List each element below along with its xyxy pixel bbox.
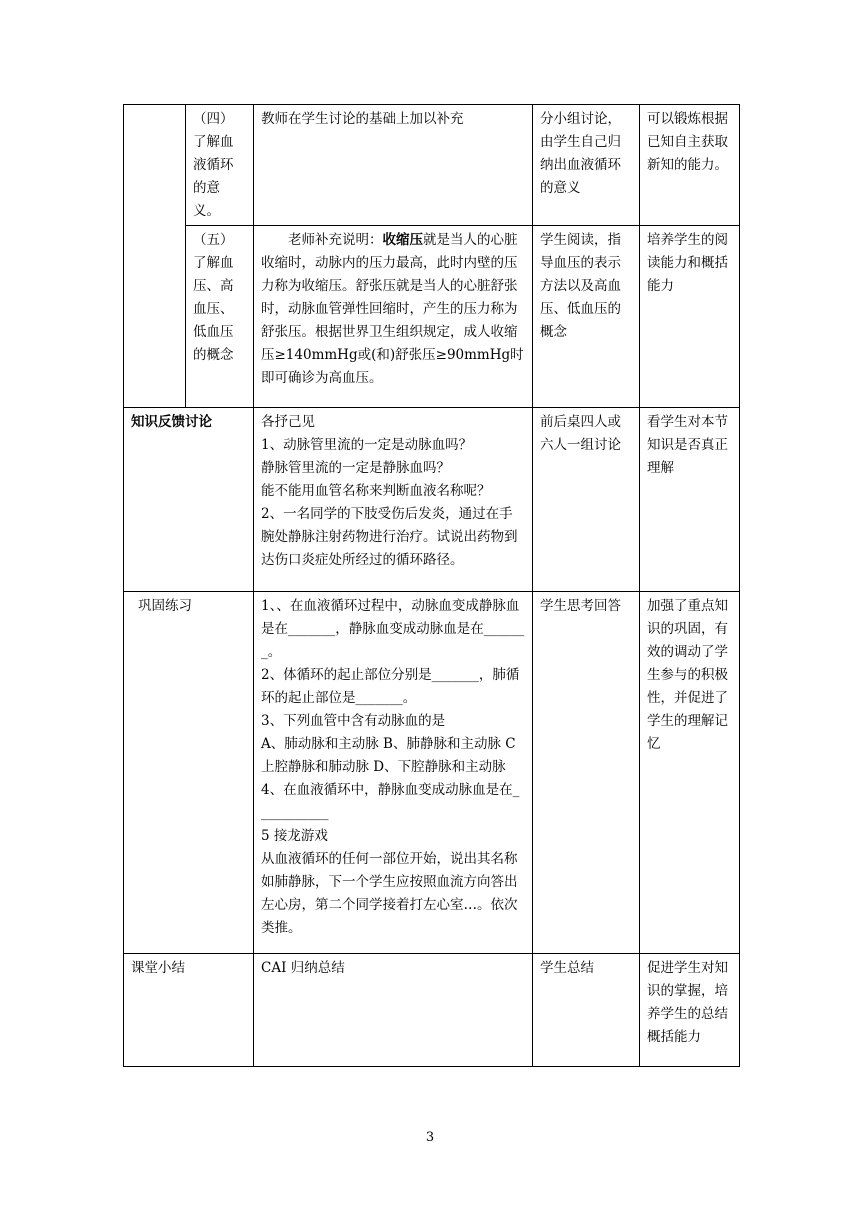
student-activity-cell: 分小组讨论，由学生自己归纳出血液循环的意义 (533, 105, 640, 226)
exercise-line: 1、、在血液循环过程中，动脉血变成静脉血是在_______，静脉血变成动脉血是在_______。 (261, 598, 525, 660)
exercise-line: 5 接龙游戏 (261, 828, 328, 844)
teacher-note-body: 就是当人的心脏收缩时，动脉内的压力最高，此时内壁的压力称为收缩压。舒张压就是当人的心脏舒张时，动脉血管弹性回缩时，产生的压力称为舒张压。根据世界卫生组织规定，成人收缩压≥140mmHg或(和)舒张压≥90mmHg时即可确诊为高血压。 (261, 232, 524, 386)
table-row (124, 226, 740, 408)
table-row (124, 592, 740, 954)
teacher-activity-cell: 教师在学生讨论的基础上加以补充 (254, 105, 533, 226)
design-intent-cell: 看学生对本节知识是否真正理解 (640, 408, 740, 592)
discussion-line: 2、一名同学的下肢受伤后发炎，通过在手腕处静脉注射药物进行治疗。试说出药物到达伤口炎症处所经过的循环路径。 (261, 506, 518, 568)
stage-cell: 课堂小结 (124, 954, 254, 1067)
stage-cell (124, 105, 186, 408)
design-intent-cell: 培养学生的阅读能力和概括能力 (640, 226, 740, 408)
teacher-activity-cell (254, 226, 533, 408)
table-row (124, 105, 740, 226)
discussion-line: 静脉管里流的一定是静脉血吗？ (261, 460, 450, 476)
student-activity-cell: 学生阅读，指导血压的表示方法以及高血压、低血压的概念 (533, 226, 640, 408)
exercise-line: 2、体循环的起止部位分别是_______，肺循环的起止部位是_______。 (261, 667, 520, 706)
stage-cell: 知识反馈讨论 (124, 408, 254, 592)
discussion-line: 1、动脉管里流的一定是动脉血吗？ (261, 437, 473, 453)
design-intent-cell: 加强了重点知识的巩固，有效的调动了学生参与的积极性，并促进了学生的理解记忆 (640, 592, 740, 954)
design-intent-cell: 促进学生对知识的掌握，培养学生的总结概括能力 (640, 954, 740, 1067)
exercise-line: A、肺动脉和主动脉 B、肺静脉和主动脉 C 上腔静脉和肺动脉 D、下腔静脉和主动脉 (261, 736, 516, 775)
teacher-activity-cell: CAI 归纳总结 (254, 954, 533, 1067)
discussion-line: 能不能用血管名称来判断血液名称呢？ (261, 483, 491, 499)
teacher-note-prefix: 老师补充说明： (288, 232, 383, 248)
student-activity-cell: 学生总结 (533, 954, 640, 1067)
table-row (124, 954, 740, 1067)
stage-cell: 巩固练习 (124, 592, 254, 954)
lesson-plan-table (123, 104, 740, 1067)
student-activity-cell: 前后桌四人或六人一组讨论 (533, 408, 640, 592)
table-row (124, 408, 740, 592)
discussion-line: 各抒己见 (261, 414, 315, 430)
teacher-activity-cell (254, 592, 533, 954)
substage-cell: （四）了解血液循环的意义。 (186, 105, 254, 226)
exercise-line: 从血液循环的任何一部位开始，说出其名称如肺静脉，下一个学生应按照血流方向答出左心房，第二个同学接着打左心室…。依次类推。 (261, 851, 518, 936)
teacher-activity-cell (254, 408, 533, 592)
systolic-term: 收缩压 (382, 232, 423, 248)
student-activity-cell: 学生思考回答 (533, 592, 640, 954)
substage-cell: （五）了解血压、高血压、低血压的概念 (186, 226, 254, 408)
exercise-line: 4、在血液循环中，静脉血变成动脉血是在___________ (261, 782, 520, 821)
exercise-line: 3、下列血管中含有动脉血的是 (261, 713, 446, 729)
design-intent-cell: 可以锻炼根据已知自主获取新知的能力。 (640, 105, 740, 226)
page-number: 3 (425, 1130, 435, 1145)
